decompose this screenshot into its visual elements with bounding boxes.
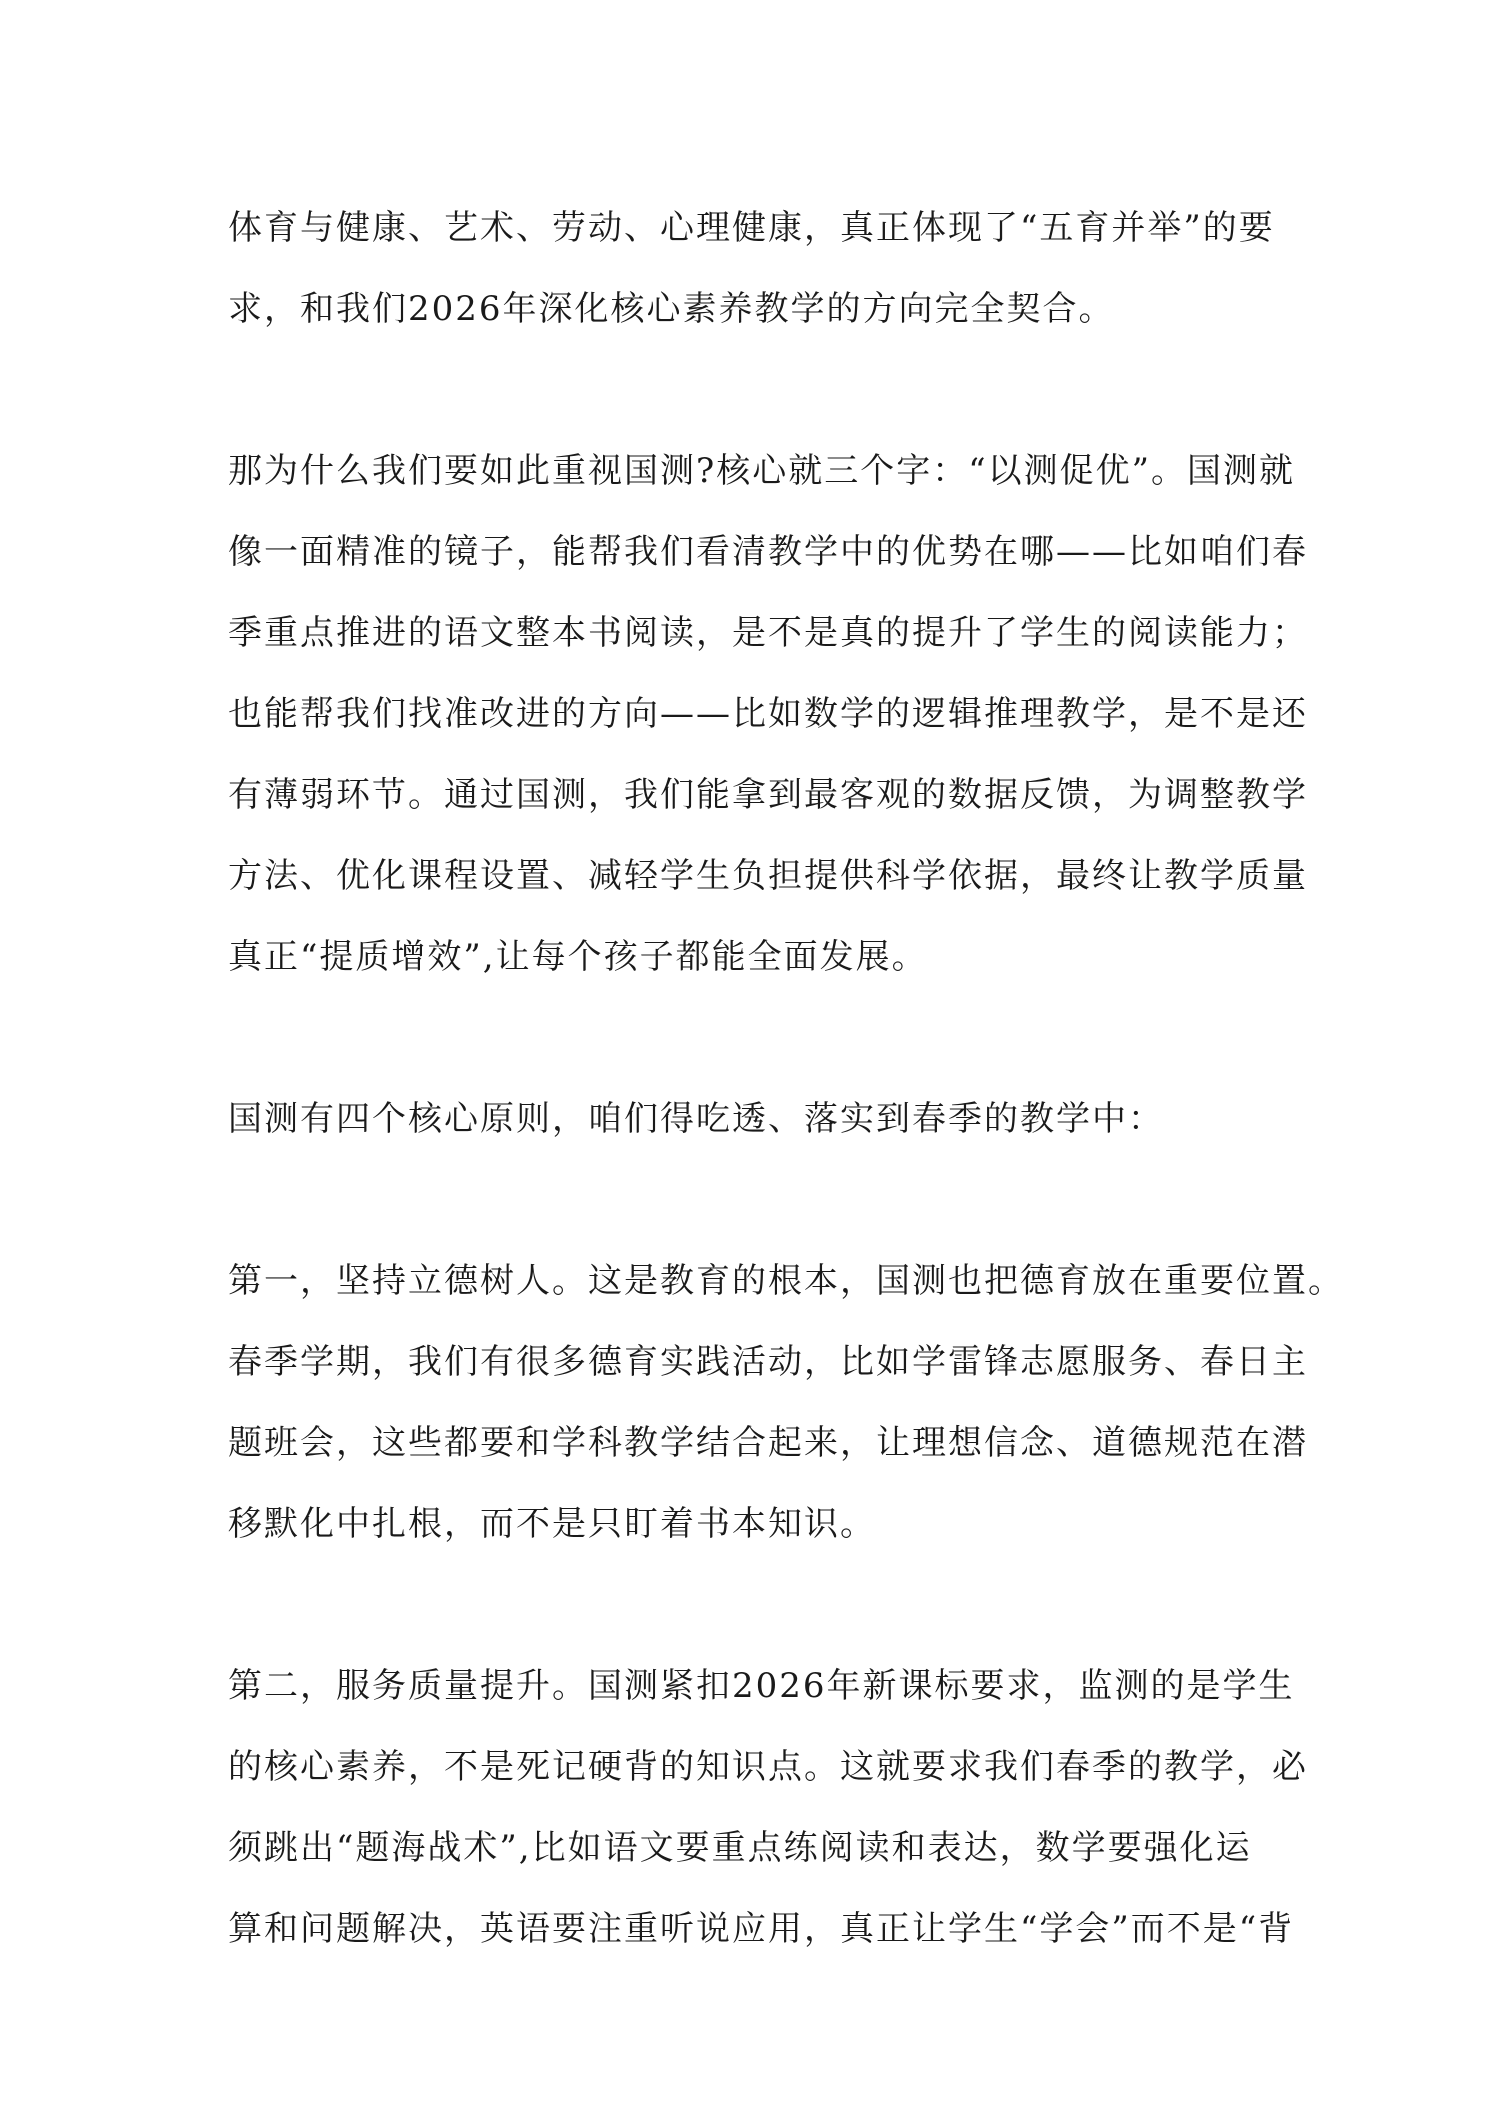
paragraph: [228, 188, 1278, 350]
text-line: 春季学期，我们有很多德育实践活动，比如学雷锋志愿服务、春日主: [228, 1342, 1308, 1382]
text-line: 须跳出“题海战术”,比如语文要重点练阅读和表达，数学要强化运: [228, 1828, 1252, 1868]
text-line: 体育与健康、艺术、劳动、心理健康，真正体现了“五育并举”的要: [228, 208, 1275, 248]
text-line: 真正“提质增效”,让每个孩子都能全面发展。: [228, 937, 928, 977]
text-line: 的核心素养，不是死记硬背的知识点。这就要求我们春季的教学，必: [228, 1747, 1308, 1787]
text-line: 方法、优化课程设置、减轻学生负担提供科学依据，最终让教学质量: [228, 856, 1308, 896]
text-line: 那为什么我们要如此重视国测?核心就三个字：“以测促优”。国测就: [228, 451, 1295, 491]
text-line: 国测有四个核心原则，咱们得吃透、落实到春季的教学中：: [228, 1099, 1164, 1139]
paragraph-gap: [228, 998, 1278, 1079]
text-line: 像一面精准的镜子，能帮我们看清教学中的优势在哪——比如咱们春: [228, 532, 1308, 572]
paragraph-gap: [228, 350, 1278, 431]
text-line: 移默化中扎根，而不是只盯着书本知识。: [228, 1504, 876, 1544]
text-line: 算和问题解决，英语要注重听说应用，真正让学生“学会”而不是“背: [228, 1909, 1295, 1949]
text-line: 有薄弱环节。通过国测，我们能拿到最客观的数据反馈，为调整教学: [228, 775, 1308, 815]
paragraph: [228, 1079, 1278, 1160]
text-line: 第二，服务质量提升。国测紧扣2026年新课标要求，监测的是学生: [228, 1666, 1295, 1706]
paragraph: [228, 1646, 1308, 1970]
paragraph: [228, 431, 1308, 998]
text-line: 第一，坚持立德树人。这是教育的根本，国测也把德育放在重要位置。: [228, 1261, 1344, 1301]
text-line: 求，和我们2026年深化核心素养教学的方向完全契合。: [228, 289, 1115, 329]
document-body: [228, 188, 1344, 1970]
text-line: 季重点推进的语文整本书阅读，是不是真的提升了学生的阅读能力；: [228, 613, 1308, 653]
text-line: 也能帮我们找准改进的方向——比如数学的逻辑推理教学，是不是还: [228, 694, 1308, 734]
paragraph-gap: [228, 1565, 1278, 1646]
text-line: 题班会，这些都要和学科教学结合起来，让理想信念、道德规范在潜: [228, 1423, 1308, 1463]
paragraph-gap: [228, 1160, 1278, 1241]
paragraph: [228, 1241, 1344, 1565]
